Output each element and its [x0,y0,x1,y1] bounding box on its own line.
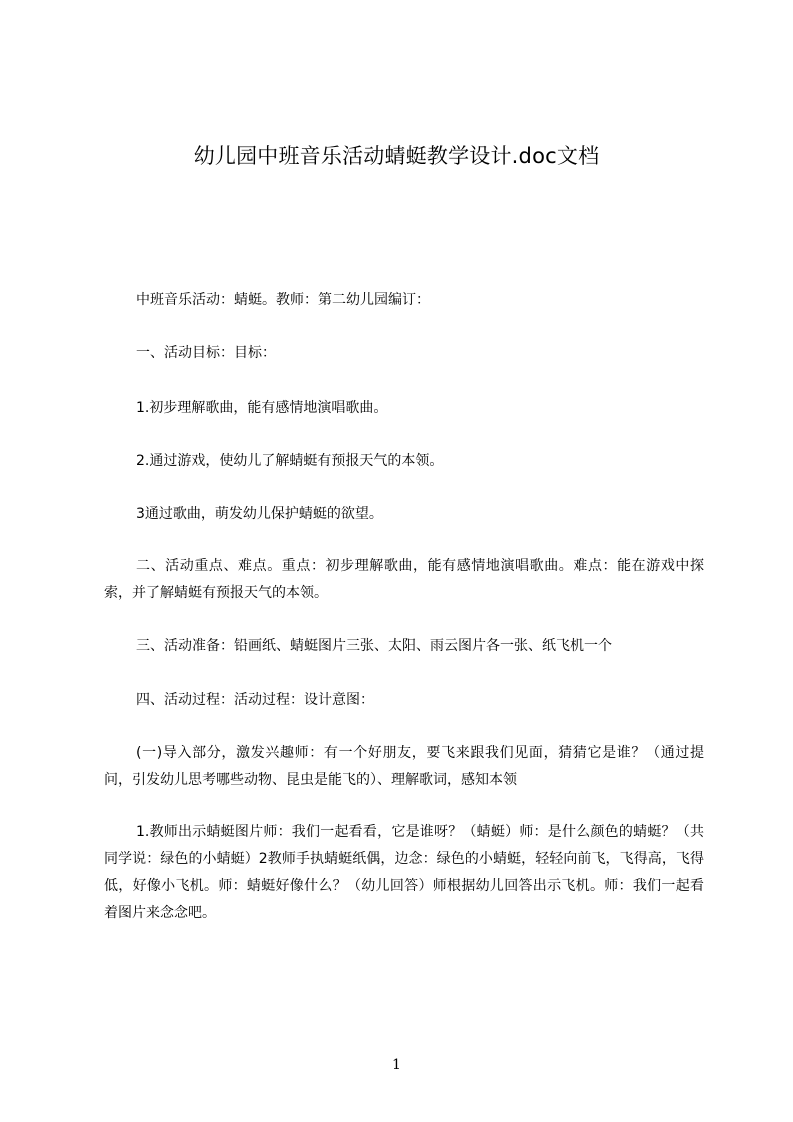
paragraph-section-goals: 一、活动目标：目标： [136,345,276,361]
paragraph-process: 四、活动过程：活动过程：设计意图： [136,692,374,708]
paragraph-goal-3: 3通过歌曲，萌发幼儿保护蜻蜓的欲望。 [136,506,383,522]
paragraph-introduction-part: (一)导入部分，激发兴趣师：有一个好朋友，要飞来跟我们见面，猜猜它是谁？（通过提问，引发幼儿思考哪些动物、昆虫是能飞的）、理解歌词，感知本领 [104,745,704,788]
paragraph-teacher-activity: 1.教师出示蜻蜓图片师：我们一起看看，它是谁呀？（蜻蜓）师：是什么颜色的蜻蜓？（共同学说：绿色的小蜻蜓）2教师手执蜻蜓纸偶，边念：绿色的小蜻蜓，轻轻向前飞，飞得高，飞得低，好像小飞机。师：蜻蜓好像什么？（幼儿回答）师根据幼儿回答出示飞机。师：我们一起看着图片来念念吧。 [104,824,704,921]
paragraph-preparation: 三、活动准备：铅画纸、蜻蜓图片三张、太阳、雨云图片各一张、纸飞机一个 [136,638,612,654]
page-number: 1 [392,1057,401,1073]
paragraph-intro: 中班音乐活动：蜻蜓。教师：第二幼儿园编订： [136,292,430,308]
paragraph-goal-1: 1.初步理解歌曲，能有感情地演唱歌曲。 [136,400,388,416]
document-title: 幼儿园中班音乐活动蜻蜓教学设计.doc文档 [193,144,600,168]
paragraph-goal-2: 2.通过游戏，使幼儿了解蜻蜓有预报天气的本领。 [136,453,444,469]
paragraph-key-points: 二、活动重点、难点。重点：初步理解歌曲，能有感情地演唱歌曲。难点：能在游戏中探索，并了解蜻蜓有预报天气的本领。 [104,558,704,601]
